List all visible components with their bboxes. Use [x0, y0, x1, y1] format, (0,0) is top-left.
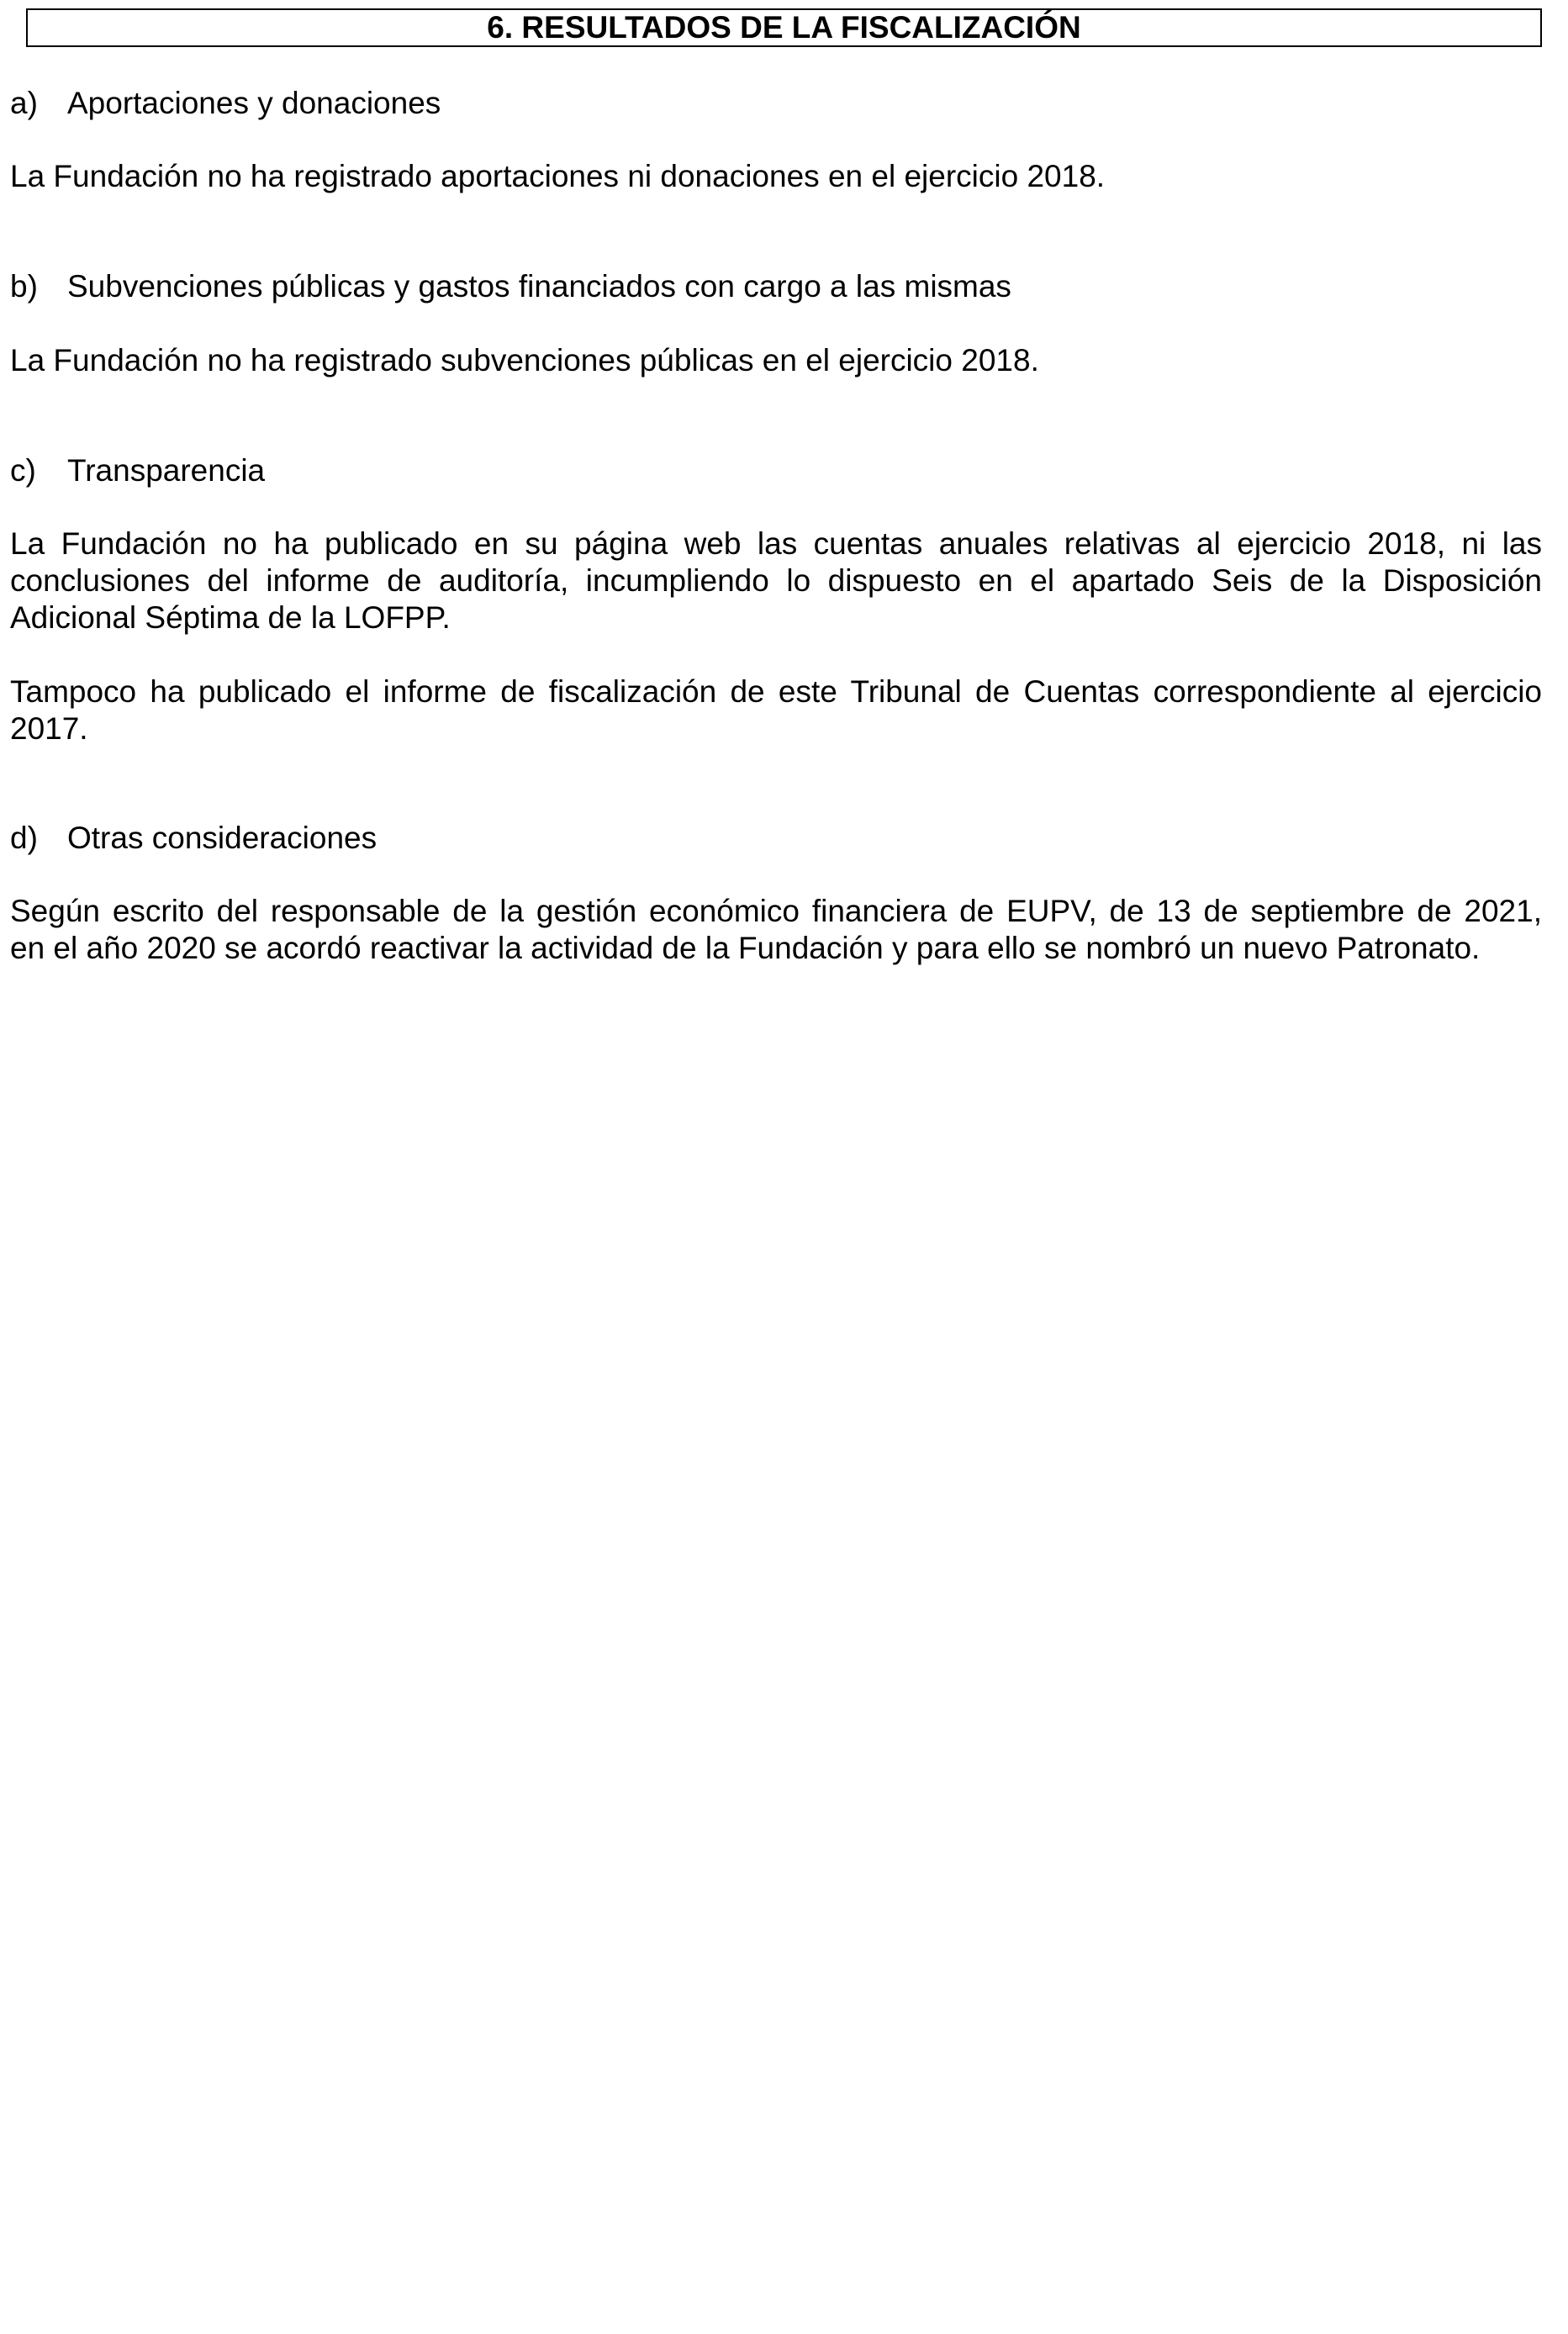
paragraph-c-1: [10, 525, 1542, 636]
paragraph-line: La Fundación no ha publicado en su página web las cuentas anuales relativas al ejercicio 2018, ni las: [10, 526, 1542, 561]
paragraph-line: en el año 2020 se acordó reactivar la actividad de la Fundación y para ello se nombró un nuevo Patronato.: [10, 931, 1481, 965]
heading-a: [10, 85, 441, 122]
paragraph-line: conclusiones del informe de auditoría, incumpliendo lo dispuesto en el apartado Seis de la Disposición: [10, 563, 1542, 598]
paragraph-line: Según escrito del responsable de la gestión económico financiera de EUPV, de 13 de septiembre de 2021,: [10, 894, 1542, 928]
heading-c: [10, 452, 265, 489]
heading-d-letter: d): [10, 821, 38, 855]
paragraph-line: La Fundación no ha registrado aportaciones ni donaciones en el ejercicio 2018.: [10, 159, 1106, 193]
heading-d-text: Otras consideraciones: [67, 821, 377, 855]
heading-a-text: Aportaciones y donaciones: [67, 86, 441, 120]
heading-b: [10, 268, 1011, 305]
paragraph-d-1: [10, 893, 1542, 967]
heading-b-text: Subvenciones públicas y gastos financiados con cargo a las mismas: [67, 269, 1011, 304]
heading-b-letter: b): [10, 269, 38, 304]
heading-c-text: Transparencia: [67, 453, 266, 488]
heading-d: [10, 820, 377, 857]
paragraph-c-2: [10, 673, 1542, 747]
paragraph-b-1: [10, 342, 1542, 379]
paragraph-line: Adicional Séptima de la LOFPP.: [10, 600, 451, 635]
paragraph-a-1: [10, 158, 1542, 195]
paragraph-line: 2017.: [10, 711, 88, 746]
paragraph-line: La Fundación no ha registrado subvenciones públicas en el ejercicio 2018.: [10, 343, 1039, 378]
section-title: 6. RESULTADOS DE LA FISCALIZACIÓN: [487, 10, 1081, 45]
heading-a-letter: a): [10, 86, 38, 120]
heading-c-letter: c): [10, 453, 36, 488]
paragraph-line: Tampoco ha publicado el informe de fiscalización de este Tribunal de Cuentas correspondiente al ejercicio: [10, 674, 1542, 709]
